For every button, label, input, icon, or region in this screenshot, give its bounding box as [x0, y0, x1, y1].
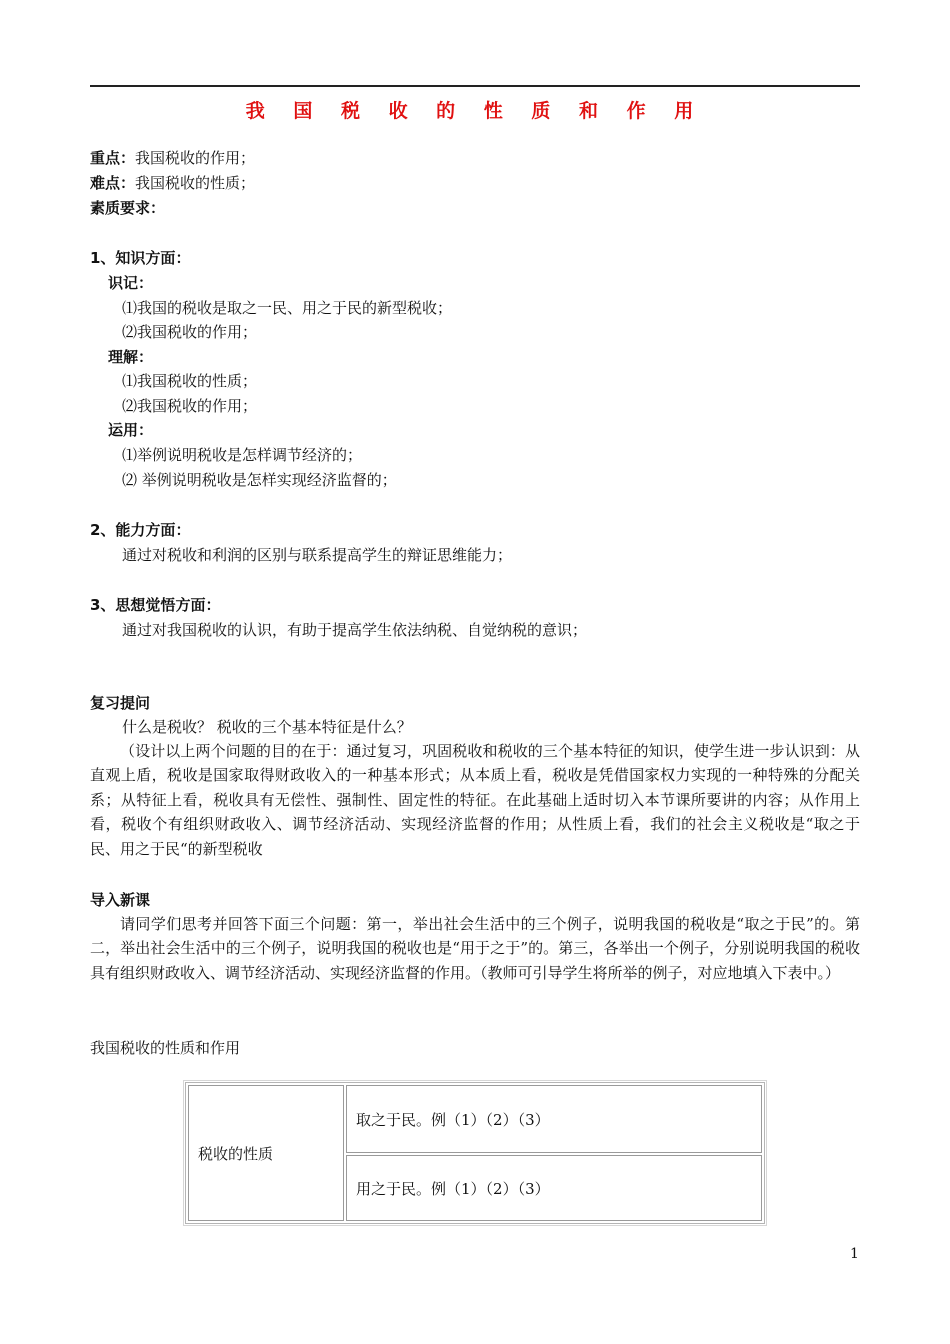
review-question: 什么是税收？ 税收的三个基本特征是什么？ [122, 718, 412, 736]
key-point-label: 重点： [90, 149, 136, 167]
quality-requirement-label: 素质要求： [90, 199, 166, 217]
review-heading: 复习提问 [90, 694, 151, 712]
difficult-point-text: 我国税收的性质； [135, 174, 256, 192]
header-rule [90, 85, 860, 87]
difficult-point-line [90, 173, 255, 193]
apply-item: ⑵ 举例说明税收是怎样实现经济监督的； [122, 471, 397, 489]
apply-item: ⑴举例说明税收是怎样调节经济的； [122, 446, 363, 464]
ability-text: 通过对税收和利润的区别与联系提高学生的辩证思维能力； [122, 546, 513, 564]
memorize-label: 识记： [108, 274, 154, 292]
understand-item: ⑴我国税收的性质； [122, 372, 258, 390]
tax-nature-table [185, 1082, 765, 1224]
use-for-people-cell: 用之于民。例（1）（2）（3） [346, 1155, 762, 1221]
memorize-item: ⑵我国税收的作用； [122, 323, 258, 341]
thought-heading: 3、思想觉悟方面： [90, 596, 221, 614]
table-caption: 我国税收的性质和作用 [90, 1039, 241, 1057]
nature-label-cell: 税收的性质 [188, 1085, 344, 1221]
thought-text: 通过对我国税收的认识，有助于提高学生依法纳税、自觉纳税的意识； [122, 621, 588, 639]
intro-text: 请同学们思考并回答下面三个问题：第一，举出社会生活中的三个例子，说明我国的税收是“取之于民”的。第二，举出社会生活中的三个例子，说明我国的税收也是“用于之于”的。第三，各举出一个例子，分别说明我国的税收具有组织财政收入、调节经济活动、实现经济监督的作用。（教师可引导学生将所举的例子，对应地填入下表中。） [90, 915, 860, 982]
page-title: 我 国 税 收 的 性 质 和 作 用 [245, 100, 705, 122]
understand-item: ⑵我国税收的作用； [122, 397, 258, 415]
memorize-item: ⑴我国的税收是取之一民、用之于民的新型税收； [122, 299, 453, 317]
review-explanation: （设计以上两个问题的目的在于：通过复习，巩固税收和税收的三个基本特征的知识，使学生进一步认识到：从直观上盾，税收是国家取得财政收入的一种基本形式；从本质上看，税收是凭借国家权力实现的一种特殊的分配关系；从特征上看，税收具有无偿性、强制性、固定性的特征。在此基础上适时切入本节课所要讲的内容；从作用上看，税收个有组织财政收入、调节经济活动、实现经济监督的作用；从性质上看，我们的社会主义税收是“取之于民、用之于民“的新型税收 [90, 742, 860, 858]
apply-label: 运用： [108, 421, 154, 439]
take-from-people-cell: 取之于民。例（1）（2）（3） [346, 1085, 762, 1153]
understand-label: 理解： [108, 348, 154, 366]
ability-heading: 2、能力方面： [90, 521, 191, 539]
page-number: 1 [850, 1246, 859, 1262]
intro-heading: 导入新课 [90, 891, 151, 909]
key-point-text: 我国税收的作用； [135, 149, 256, 167]
difficult-point-label: 难点： [90, 174, 136, 192]
knowledge-heading: 1、知识方面： [90, 249, 191, 267]
key-point-line [90, 148, 255, 168]
